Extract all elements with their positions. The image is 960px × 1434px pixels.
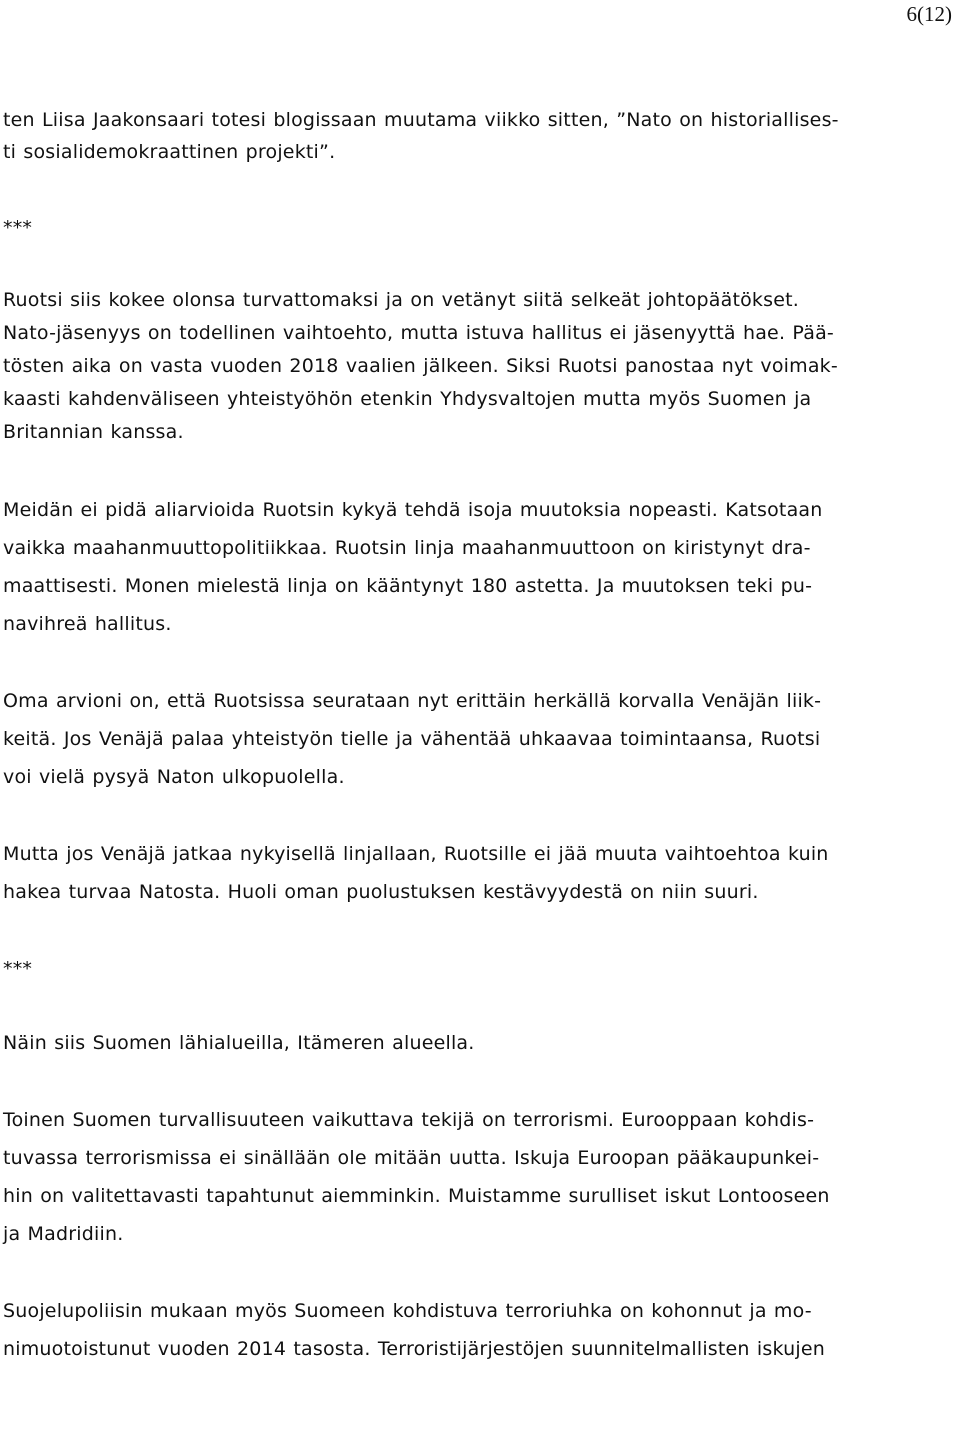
section-separator bbox=[3, 950, 955, 988]
separator-asterisks: *** bbox=[3, 217, 33, 239]
text-line: nimuotoistunut vuoden 2014 tasosta. Terroristijärjestöjen suunnitelmallisten iskujen bbox=[3, 1338, 825, 1360]
text-line: ti sosialidemokraattinen projekti”. bbox=[3, 141, 336, 163]
text-line: hin on valitettavasti tapahtunut aiemminkin. Muistamme surulliset iskut Lontooseen bbox=[3, 1185, 830, 1207]
paragraph-summary bbox=[3, 1024, 955, 1062]
text-line: Mutta jos Venäjä jatkaa nykyisellä linjallaan, Ruotsille ei jää muuta vaihtoehtoa kuin bbox=[3, 843, 829, 865]
text-line: tösten aika on vasta vuoden 2018 vaalien jälkeen. Siksi Ruotsi panostaa nyt voimak- bbox=[3, 355, 838, 377]
text-line: Suojelupoliisin mukaan myös Suomeen kohdistuva terroriuhka on kohonnut ja mo- bbox=[3, 1300, 812, 1322]
text-line: navihreä hallitus. bbox=[3, 613, 172, 635]
paragraph-terrorism bbox=[3, 1101, 955, 1253]
text-line: Nato-jäsenyys on todellinen vaihtoehto, mutta istuva hallitus ei jäsenyyttä hae. Pää- bbox=[3, 322, 834, 344]
text-line: maattisesti. Monen mielestä linja on kääntynyt 180 astetta. Ja muutoksen teki pu- bbox=[3, 575, 813, 597]
text-line: vaikka maahanmuuttopolitiikkaa. Ruotsin linja maahanmuuttoon on kiristynyt dra- bbox=[3, 537, 811, 559]
paragraph-sweden-change bbox=[3, 491, 955, 643]
text-line: hakea turvaa Natosta. Huoli oman puolustuksen kestävyydestä on niin suuri. bbox=[3, 881, 759, 903]
section-separator bbox=[3, 212, 955, 244]
text-line: keitä. Jos Venäjä palaa yhteistyön tielle ja vähentää uhkaavaa toimintaansa, Ruotsi bbox=[3, 728, 821, 750]
text-line: ten Liisa Jaakonsaari totesi blogissaan muutama viikko sitten, ”Nato on historiallises- bbox=[3, 109, 839, 131]
text-line: Toinen Suomen turvallisuuteen vaikuttava tekijä on terrorismi. Eurooppaan kohdis- bbox=[3, 1109, 815, 1131]
paragraph-supo bbox=[3, 1292, 955, 1368]
text-line: tuvassa terrorismissa ei sinällään ole mitään uutta. Iskuja Euroopan pääkaupunkei- bbox=[3, 1147, 820, 1169]
paragraph-own-view bbox=[3, 682, 955, 796]
text-line: Ruotsi siis kokee olonsa turvattomaksi ja on vetänyt siitä selkeät johtopäätökset. bbox=[3, 289, 800, 311]
text-line: kaasti kahdenväliseen yhteistyöhön etenkin Yhdysvaltojen mutta myös Suomen ja bbox=[3, 388, 812, 410]
paragraph-but-if bbox=[3, 835, 955, 911]
text-line: ja Madridiin. bbox=[3, 1223, 124, 1245]
document-body bbox=[3, 104, 955, 1407]
text-line: Oma arvioni on, että Ruotsissa seurataan nyt erittäin herkällä korvalla Venäjän liik- bbox=[3, 690, 822, 712]
separator-asterisks: *** bbox=[3, 958, 33, 980]
paragraph-sweden-security bbox=[3, 284, 955, 449]
text-line: Meidän ei pidä aliarvioida Ruotsin kykyä tehdä isoja muutoksia nopeasti. Katsotaan bbox=[3, 499, 823, 521]
text-line: voi vielä pysyä Naton ulkopuolella. bbox=[3, 766, 345, 788]
page-number: 6(12) bbox=[906, 2, 952, 26]
text-line: Näin siis Suomen lähialueilla, Itämeren alueella. bbox=[3, 1032, 475, 1054]
text-line: Britannian kanssa. bbox=[3, 421, 184, 443]
paragraph-intro bbox=[3, 104, 955, 168]
